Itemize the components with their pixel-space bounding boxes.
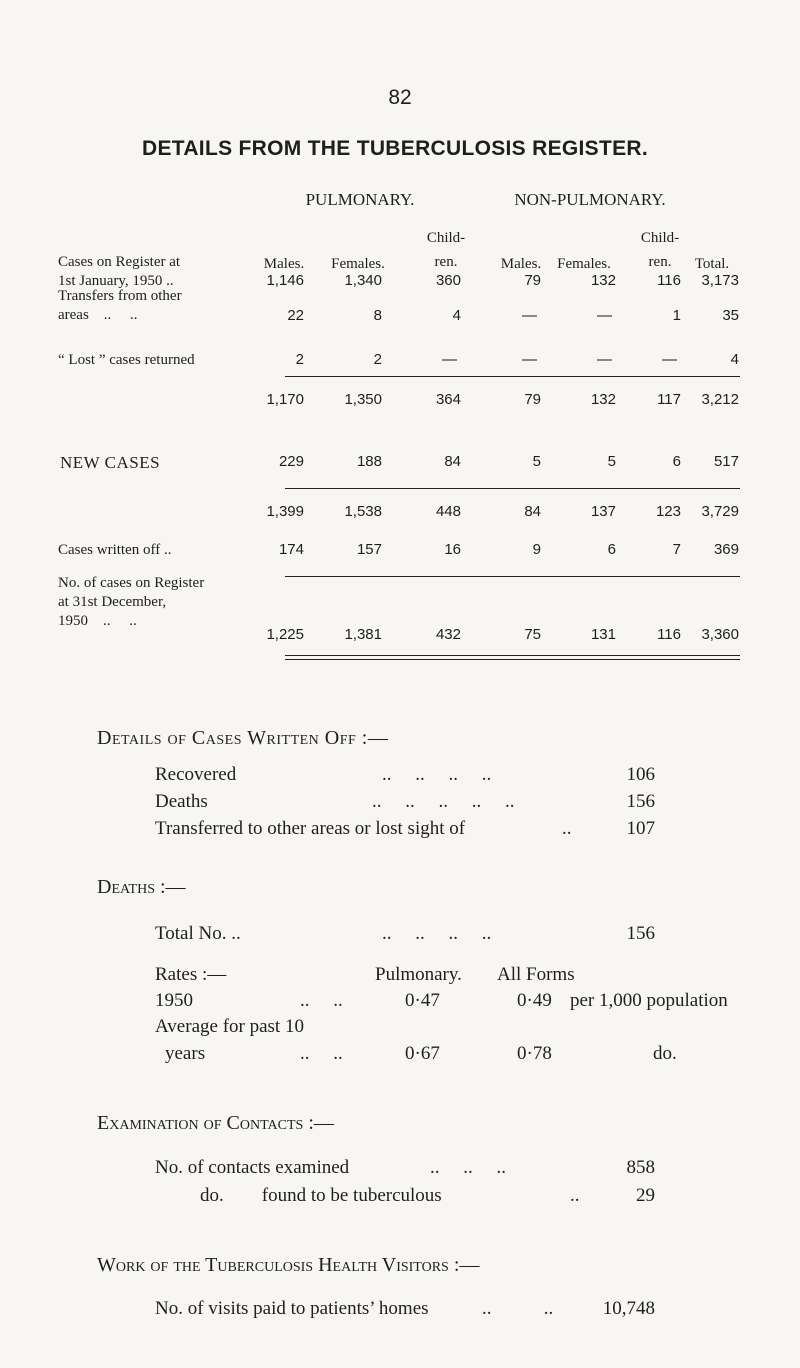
cell-pulm-males: 1,146 bbox=[266, 272, 304, 289]
cell-pulm-children: — bbox=[442, 351, 457, 368]
cell-nonpulm-males: 79 bbox=[524, 272, 541, 289]
deaths-total-label: Total No. .. bbox=[155, 923, 241, 944]
rates-col-pulmonary: Pulmonary. bbox=[375, 964, 462, 985]
cell-pulm-children: 4 bbox=[452, 307, 461, 324]
column-header-nonpulm-children: Child- ren. bbox=[640, 230, 680, 270]
visitors-heading: Work of the Tuberculosis Health Visitors :— bbox=[97, 1254, 480, 1276]
cell-pulm-males: 1,170 bbox=[266, 391, 304, 408]
total-rule-top bbox=[285, 655, 740, 656]
contacts-tuberculous-dots: .. bbox=[570, 1185, 580, 1206]
cell-pulm-children: 84 bbox=[444, 453, 461, 470]
subtotal-rule-3 bbox=[285, 576, 740, 577]
cell-pulm-children: 448 bbox=[435, 503, 461, 520]
cell-nonpulm-females: 132 bbox=[590, 391, 616, 408]
subtotal-rule-2 bbox=[285, 488, 740, 489]
cell-pulm-males: 229 bbox=[278, 453, 304, 470]
contacts-examined-dots: .. .. .. bbox=[430, 1157, 506, 1178]
written-off-item-dots: .. .. .. .. .. bbox=[372, 791, 515, 812]
cell-total: 369 bbox=[713, 541, 739, 558]
visitors-row-dots: .. .. bbox=[482, 1298, 554, 1319]
deaths-total-value: 156 bbox=[626, 923, 655, 944]
deaths-total-dots: .. .. .. .. bbox=[382, 923, 492, 944]
cell-pulm-males: 2 bbox=[295, 351, 304, 368]
total-rule-bottom bbox=[285, 659, 740, 660]
cell-nonpulm-females: 132 bbox=[590, 272, 616, 289]
cell-nonpulm-children: 123 bbox=[655, 503, 681, 520]
cell-pulm-females: 157 bbox=[356, 541, 382, 558]
cell-pulm-children: 364 bbox=[435, 391, 461, 408]
rates-average-dots: .. .. bbox=[300, 1043, 343, 1064]
cell-pulm-females: 1,350 bbox=[344, 391, 382, 408]
column-header-pulm-females: Females. bbox=[331, 256, 385, 272]
row-label: Cases written off .. bbox=[58, 542, 172, 558]
column-header-total: Total. bbox=[694, 256, 730, 272]
rates-label: Rates :— bbox=[155, 964, 227, 985]
cell-total: 35 bbox=[722, 307, 739, 324]
rates-average-label-years: years bbox=[165, 1043, 206, 1064]
written-off-item-dots: .. bbox=[562, 818, 572, 839]
contacts-examined-label: No. of contacts examined bbox=[155, 1157, 350, 1178]
cell-nonpulm-females: — bbox=[597, 307, 612, 324]
rates-1950-label: 1950 bbox=[155, 990, 193, 1011]
cell-nonpulm-females: 5 bbox=[607, 453, 616, 470]
rates-average-pulmonary: 0·67 bbox=[405, 1043, 440, 1064]
row-label: No. of cases on Register at 31st December, 1950 .. .. bbox=[58, 575, 205, 629]
cell-pulm-children: 16 bbox=[444, 541, 461, 558]
cell-nonpulm-males: — bbox=[522, 307, 537, 324]
cell-pulm-females: 188 bbox=[356, 453, 382, 470]
group-header-non-pulmonary: NON-PULMONARY. bbox=[514, 190, 666, 209]
cell-pulm-children: 432 bbox=[435, 626, 461, 643]
cell-nonpulm-females: 131 bbox=[590, 626, 616, 643]
cell-pulm-females: 2 bbox=[373, 351, 382, 368]
rates-average-label: Average for past 10 bbox=[155, 1016, 304, 1037]
cell-total: 3,360 bbox=[701, 626, 739, 643]
cell-pulm-children: 360 bbox=[435, 272, 461, 289]
written-off-item-dots: .. .. .. .. bbox=[382, 764, 492, 785]
cell-nonpulm-males: 5 bbox=[532, 453, 541, 470]
written-off-item-value: 106 bbox=[626, 764, 655, 785]
subtotal-rule-1 bbox=[285, 376, 740, 377]
row-label: Cases on Register at 1st January, 1950 .. bbox=[58, 254, 181, 289]
rates-1950-unit: per 1,000 population bbox=[570, 990, 728, 1011]
row-label: “ Lost ” cases returned bbox=[58, 352, 195, 368]
cell-pulm-males: 1,399 bbox=[266, 503, 304, 520]
rates-1950-all-forms: 0·49 bbox=[517, 990, 552, 1011]
cell-nonpulm-children: 116 bbox=[657, 272, 681, 289]
page-number: 82 bbox=[388, 86, 412, 109]
cell-pulm-females: 8 bbox=[373, 307, 382, 324]
written-off-item-label: Recovered bbox=[155, 764, 237, 785]
cell-nonpulm-children: 6 bbox=[672, 453, 681, 470]
cell-nonpulm-males: 84 bbox=[524, 503, 541, 520]
cell-pulm-females: 1,538 bbox=[344, 503, 382, 520]
cell-pulm-males: 1,225 bbox=[266, 626, 304, 643]
column-header-nonpulm-females: Females. bbox=[557, 256, 611, 272]
contacts-tuberculous-label: do. found to be tuberculous bbox=[200, 1185, 442, 1206]
cell-pulm-females: 1,381 bbox=[344, 626, 382, 643]
cell-total: 517 bbox=[713, 453, 739, 470]
cell-nonpulm-children: — bbox=[662, 351, 677, 368]
deaths-heading: Deaths :— bbox=[97, 876, 186, 898]
column-header-nonpulm-males: Males. bbox=[500, 256, 542, 272]
written-off-item-value: 107 bbox=[626, 818, 655, 839]
contacts-examined-value: 858 bbox=[626, 1157, 655, 1178]
written-off-heading bbox=[97, 727, 388, 750]
cell-total: 4 bbox=[730, 351, 739, 368]
rates-1950-pulmonary: 0·47 bbox=[405, 990, 440, 1011]
cell-nonpulm-males: — bbox=[522, 351, 537, 368]
cell-nonpulm-children: 116 bbox=[657, 626, 681, 643]
cell-nonpulm-females: 6 bbox=[607, 541, 616, 558]
cell-pulm-males: 22 bbox=[287, 307, 304, 324]
row-label: Transfers from other areas .. .. bbox=[58, 288, 182, 323]
cell-nonpulm-females: 137 bbox=[590, 503, 616, 520]
column-header-pulm-children: Child- ren. bbox=[426, 230, 466, 270]
cell-total: 3,173 bbox=[701, 272, 739, 289]
group-header-pulmonary: PULMONARY. bbox=[305, 190, 415, 209]
contacts-heading: Examination of Contacts :— bbox=[97, 1112, 334, 1134]
contacts-tuberculous-value: 29 bbox=[636, 1185, 655, 1206]
column-header-pulm-males: Males. bbox=[263, 256, 305, 272]
new-cases-label: NEW CASES bbox=[60, 453, 161, 472]
cell-pulm-males: 174 bbox=[278, 541, 304, 558]
cell-nonpulm-males: 9 bbox=[532, 541, 541, 558]
cell-nonpulm-females: — bbox=[597, 351, 612, 368]
visitors-row-label: No. of visits paid to patients’ homes bbox=[155, 1298, 429, 1319]
rates-1950-dots: .. .. bbox=[300, 990, 343, 1011]
visitors-row-value: 10,748 bbox=[602, 1298, 655, 1319]
written-off-item-label: Deaths bbox=[155, 791, 208, 812]
written-off-heading-text: Details of Cases Written Off :— bbox=[97, 727, 389, 749]
cell-nonpulm-children: 117 bbox=[657, 391, 681, 408]
cell-pulm-females: 1,340 bbox=[344, 272, 382, 289]
rates-average-all-forms: 0·78 bbox=[517, 1043, 552, 1064]
page-title: DETAILS FROM THE TUBERCULOSIS REGISTER. bbox=[142, 137, 648, 160]
cell-nonpulm-children: 1 bbox=[672, 307, 681, 324]
written-off-item-value: 156 bbox=[626, 791, 655, 812]
cell-nonpulm-males: 75 bbox=[524, 626, 541, 643]
cell-nonpulm-males: 79 bbox=[524, 391, 541, 408]
cell-total: 3,729 bbox=[701, 503, 739, 520]
cell-nonpulm-children: 7 bbox=[672, 541, 681, 558]
rates-average-unit: do. bbox=[653, 1043, 677, 1064]
cell-total: 3,212 bbox=[701, 391, 739, 408]
rates-col-all-forms: All Forms bbox=[497, 964, 575, 985]
written-off-item-label: Transferred to other areas or lost sight of bbox=[155, 818, 466, 839]
